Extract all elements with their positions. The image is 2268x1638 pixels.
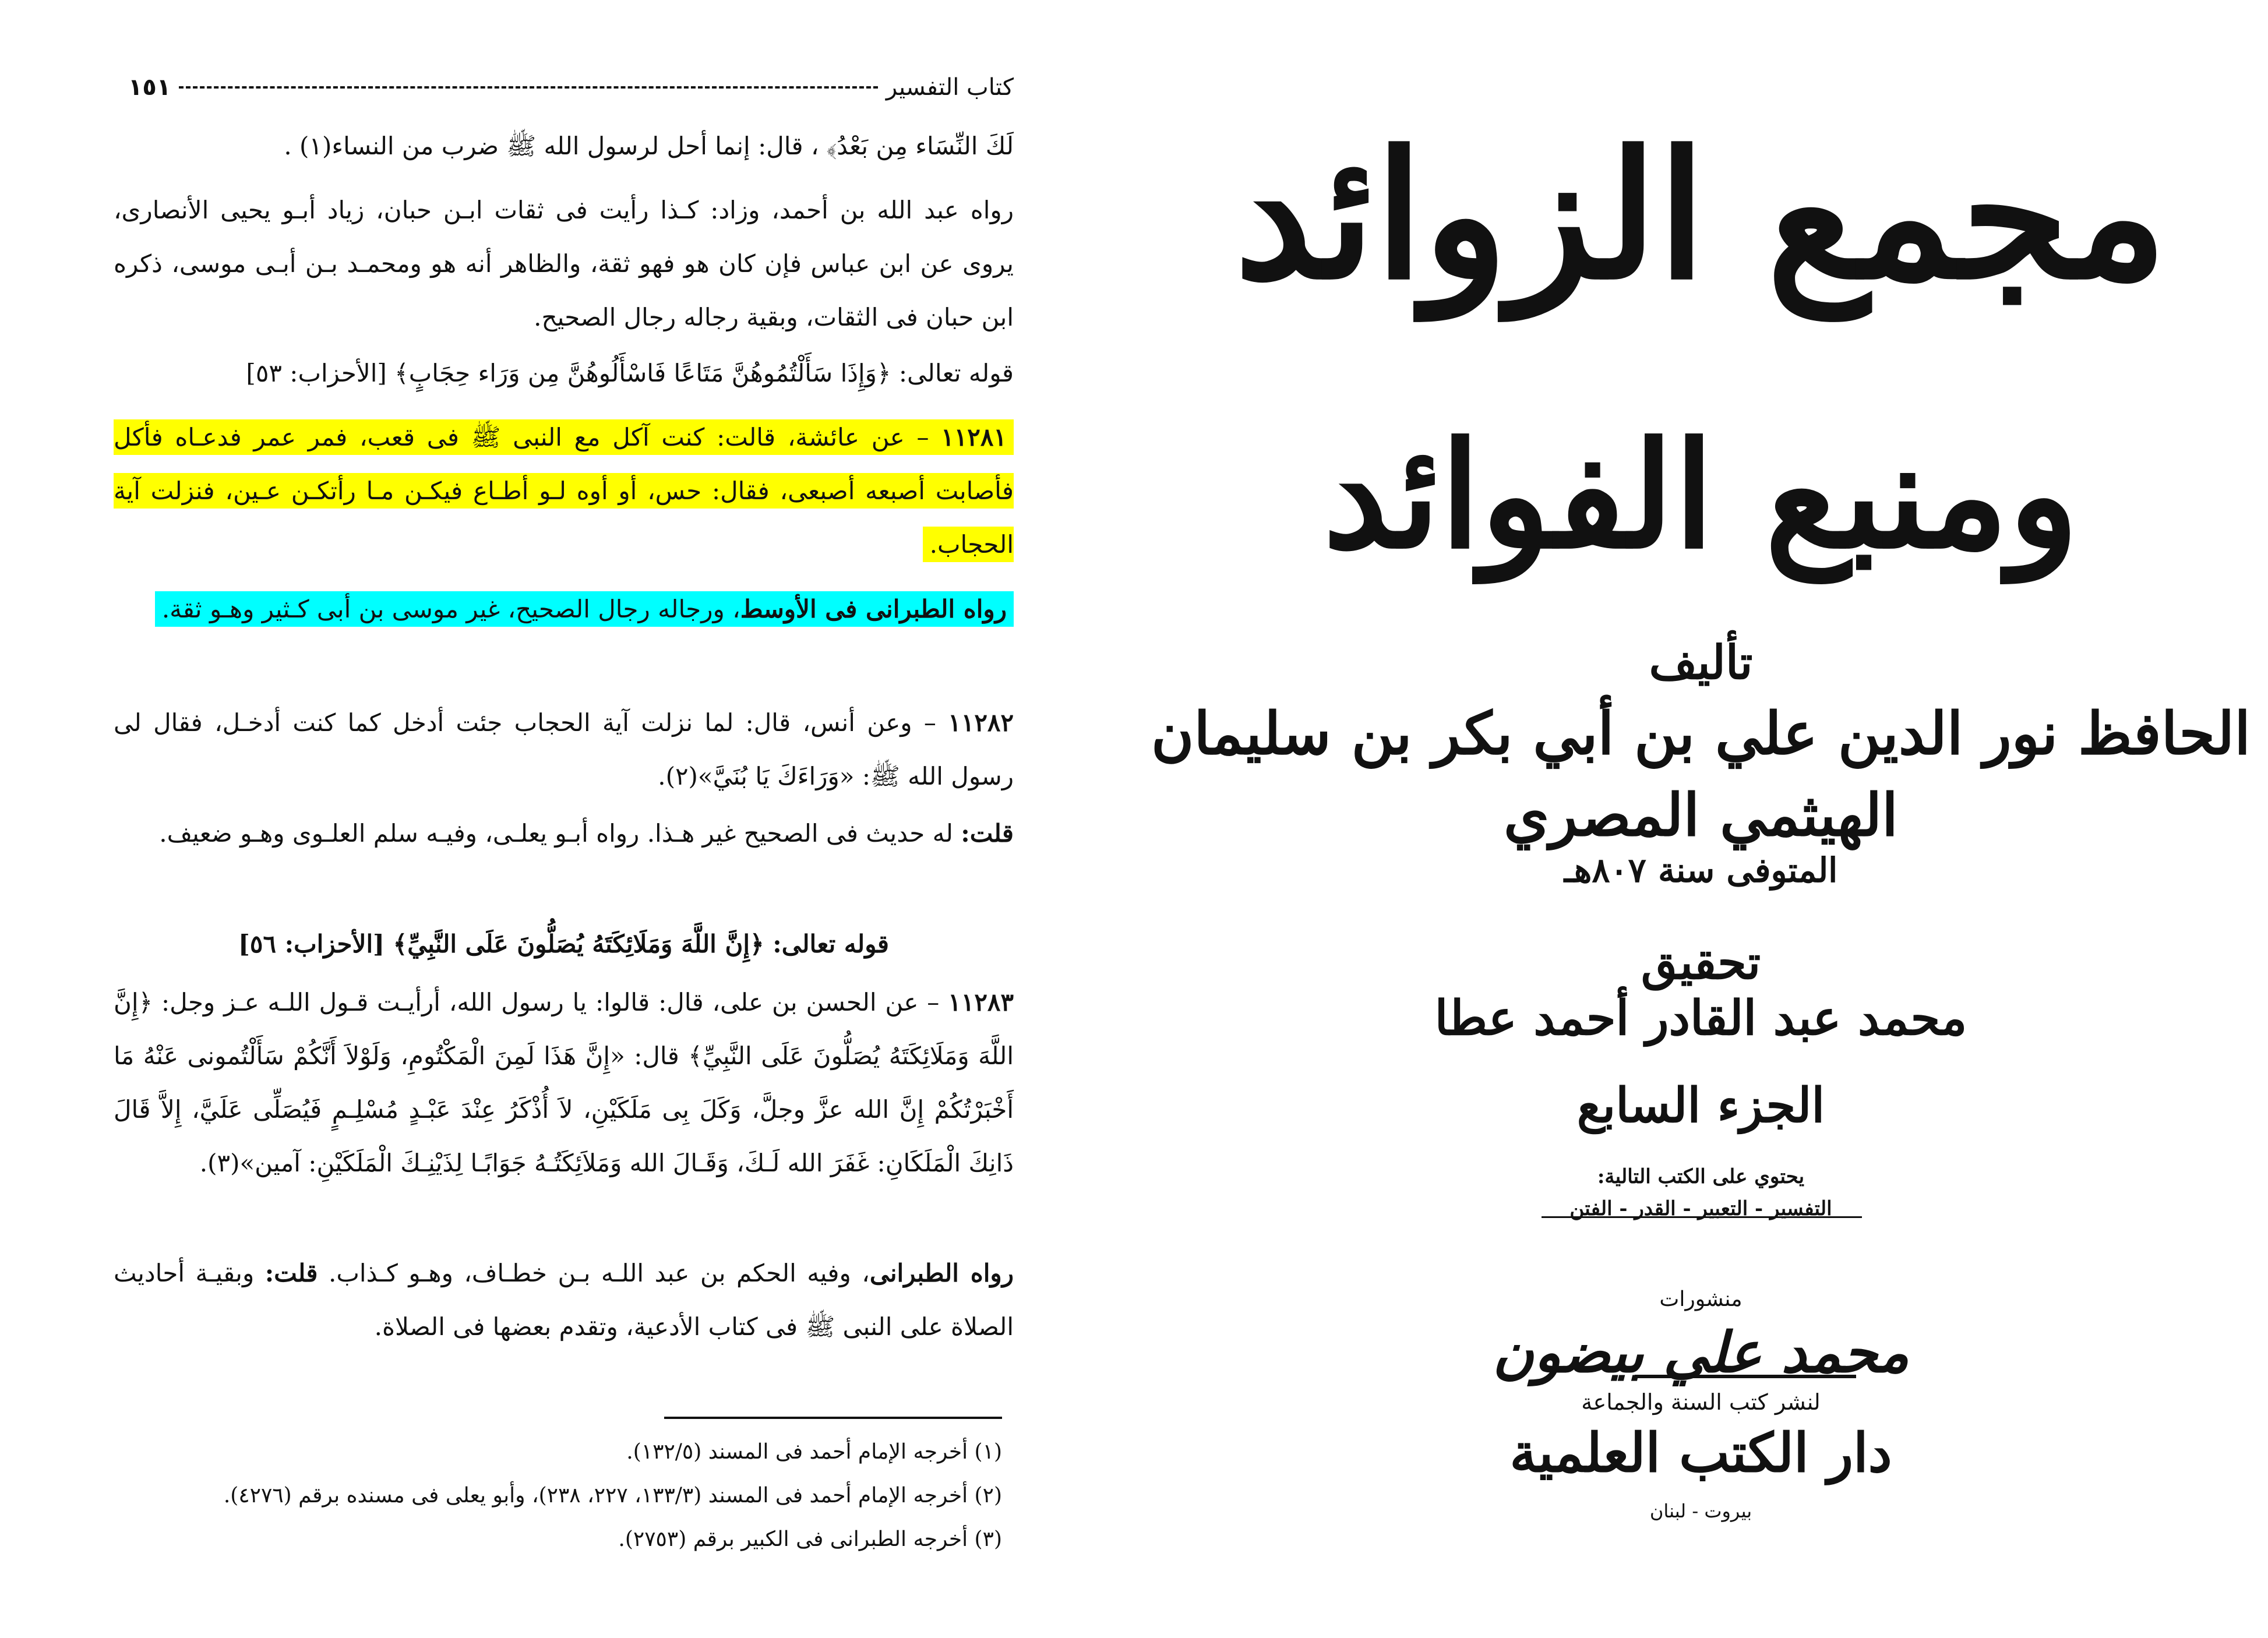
note-label: قلت: xyxy=(961,819,1014,848)
highlight-yellow xyxy=(114,419,1014,562)
highlight-cyan xyxy=(155,591,1014,627)
note-label: قلت: xyxy=(264,1259,318,1287)
publisher-logo-name: محمد علي بيضون xyxy=(1493,1319,1909,1385)
verse-heading-salat: قوله تعالى: ﴿إِنَّ اللَّهَ وَمَلَائِكَتَهُ يُصَلُّونَ عَلَى النَّبِيِّ﴾ [الأحزاب: ٥٦] xyxy=(238,930,889,958)
source-name: رواه الطبرانى فى الأوسط xyxy=(740,595,1007,623)
footnote-3: (٣) أخرجه الطبرانى فى الكبير برقم (٢٧٥٣). xyxy=(618,1527,1002,1551)
publisher-logo-rule xyxy=(1635,1375,1856,1378)
footnote-2: (٢) أخرجه الإمام أحمد فى المسند (١٣٣/٣، ٢٢٧، ٢٣٨)، وأبو يعلى فى مسنده برقم (٤٢٧٦). xyxy=(223,1484,1002,1508)
hadith-11283 xyxy=(114,976,1014,1190)
authorship-label: تأليف xyxy=(1649,635,1753,690)
note-text: وبقيـة أحاديث الصلاة على النبى ﷺ فى كتاب الأدعية، وتقدم بعضها فى الصلاة. xyxy=(114,1259,1014,1341)
source-text: ، ورجاله رجال الصحيح، غير موسى بن أبى كـثير وهـو ثقة. xyxy=(161,595,740,623)
author-name: الحافظ نور الدين علي بن أبي بكر بن سليمان xyxy=(1151,699,2251,768)
header-divider xyxy=(179,86,878,89)
editor-name: محمد عبد القادر أحمد عطا xyxy=(1434,990,1967,1046)
contents-label: يحتوي على الكتب التالية: xyxy=(1597,1165,1805,1188)
footnote-1: (١) أخرجه الإمام أحمد فى المسند (١٣٢/٥). xyxy=(626,1440,1002,1464)
hadith-11283-source xyxy=(114,1247,1014,1354)
tahqiq-label: تحقيق xyxy=(1641,935,1761,990)
hadith-number: ١١٢٨٣ xyxy=(948,988,1014,1016)
publisher-tagline: لنشر كتب السنة والجماعة xyxy=(1581,1389,1821,1415)
publisher-label: منشورات xyxy=(1659,1287,1743,1311)
right-page-title xyxy=(1134,0,2268,1638)
source-text: ، وفيه الحكم بن عبد اللـه بـن خطـاف، وهـو كـذاب. xyxy=(329,1259,870,1287)
hadith-text: – وعن أنس، قال: لما نزلت آية الحجاب جئت أدخل كما كنت أدخـل، فقال لى رسول الله ﷺ: «وَرَاءَكَ يَا بُنَيَّ»(٢). xyxy=(114,708,1014,790)
source-name: رواه الطبرانى xyxy=(869,1259,1014,1287)
hadith-number: ١١٢٨١ xyxy=(941,423,1007,451)
page-number: ١٥١ xyxy=(128,74,171,101)
author-death-year: المتوفى سنة ٨٠٧هـ xyxy=(1564,850,1838,890)
verse-heading-hijab: قوله تعالى: ﴿وَإِذَا سَأَلْتُمُوهُنَّ مَتَاعًا فَاسْأَلُوهُنَّ مِن وَرَاء حِجَابٍ﴾ [الأحزاب: ٥٣] xyxy=(246,359,1014,387)
note-text: له حديث فى الصحيح غير هـذا. رواه أبـو يعلـى، وفيـه سلم العلـوى وهـو ضعيف. xyxy=(159,819,953,848)
hadith-11282-note xyxy=(114,807,1014,860)
hadith-11281-source xyxy=(114,583,1014,636)
hadith-11281 xyxy=(114,411,1014,571)
hadith-text: – عن عائشة، قالت: كنت آكل مع النبى ﷺ فى قعب، فمر عمر فدعـاه فأكل فأصابت أصبعه أصبعى، فقال: حس، أو أوه لـو أطـاع فيكـن مـا رأتكـن عـين، فنزلت آية الحجاب. xyxy=(114,423,1014,559)
hadith-11282 xyxy=(114,696,1014,803)
header-title: كتاب التفسير xyxy=(886,74,1014,101)
publisher-city: بيروت - لبنان xyxy=(1649,1500,1752,1522)
book-title-line2: ومنبع الفوائد xyxy=(1322,410,2079,581)
paragraph-quran-continuation: لَكَ النِّسَاء مِن بَعْدُ﴾ ، قال: إنما أحل لرسول الله ﷺ ضرب من النساء(١) . xyxy=(284,132,1014,160)
hadith-number: ١١٢٨٢ xyxy=(948,708,1014,737)
volume-label: الجزء السابع xyxy=(1576,1078,1825,1134)
author-nisba: الهيثمي المصري xyxy=(1504,781,1898,849)
book-title-line1: مجمع الزوائد xyxy=(1234,112,2168,318)
publisher-house: دار الكتب العلمية xyxy=(1509,1421,1892,1484)
paragraph-narration-note: رواه عبد الله بن أحمد، وزاد: كـذا رأيت فى ثقات ابـن حبان، زياد أبـو يحيى الأنصارى، يروى عن ابن عباس فإن كان هو فهو ثقة، والظاهر أنه هو ومحمـد بـن أبـى موسى، ذكره ابن حبان فى الثقات، وبقية رجاله رجال الصحيح. xyxy=(114,196,1014,331)
footnote-divider xyxy=(664,1417,1002,1419)
hadith-text: – عن الحسن بن على، قال: قالوا: يا رسول الله، أرأيـت قـول اللـه عـز وجل: ﴿إِنَّ اللَّهَ وَمَلَائِكَتَهُ يُصَلُّونَ عَلَى النَّبِيِّ﴾ قال: «إِنَّ هَذَا لَمِنَ الْمَكْتُومِ، وَلَوْلاَ أَنَّكُمْ سَأَلْتُمونى عَنْهُ مَا أَخْبَرْتُكُمْ إِنَّ الله عزَّ وجلَّ، وَكَلَ بِى مَلَكَيْنِ، لاَ أُذْكَرُ عِنْدَ عَبْـدٍ مُسْلِـمٍ فَيُصَلِّى عَلَيَّ، إِلاَّ قَالَ ذَانِكَ الْمَلَكَانِ: غَفَرَ الله لَـكَ، وَقَـالَ الله وَمَلاَئِكَتُـهُ جَوَابًـا لِذَيْنِـكَ الْمَلَكَيْنِ: آمين»(٣). xyxy=(114,988,1014,1177)
running-header xyxy=(128,70,1014,105)
contents-topics: التفسير - التعبير - القدر - الفتن xyxy=(1569,1197,1832,1220)
